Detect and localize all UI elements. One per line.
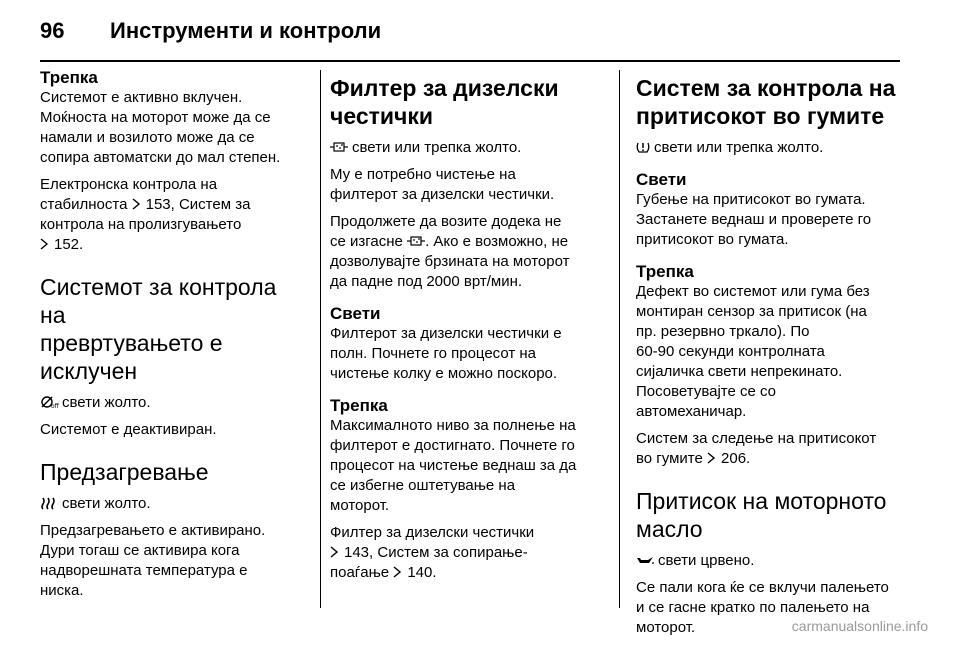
- text-line: свети жолто.: [62, 495, 151, 512]
- text-line: свети или трепка жолто.: [654, 139, 824, 156]
- column-3: [636, 68, 906, 645]
- reference-arrow-icon: [393, 563, 407, 583]
- heading-line: масло: [636, 516, 703, 542]
- text-line: Филтерот за дизелски честички е: [330, 325, 562, 342]
- glow-plug-icon: [40, 496, 58, 510]
- text-line: монтиран сензор за притисок (на: [636, 303, 867, 320]
- heading-line: Притисок на моторното: [636, 488, 887, 514]
- text-line: намали и возилото може да се: [40, 129, 255, 146]
- paragraph: [40, 420, 308, 440]
- text-line: Предзагревањето е активирано.: [40, 522, 266, 539]
- header-rule: [40, 60, 900, 62]
- text-line: ниска.: [40, 582, 84, 599]
- paragraph: [330, 165, 607, 205]
- text-line: сијаличка свети непрекинато.: [636, 363, 843, 380]
- text-line: Системот е деактивиран.: [40, 421, 217, 438]
- paragraph: [330, 138, 607, 158]
- text-line: сопира автоматски до мал степен.: [40, 149, 281, 166]
- text-line: во гумите: [636, 450, 703, 467]
- diesel-particulate-filter-icon: [407, 234, 425, 248]
- reference-arrow-icon: [330, 543, 344, 563]
- text-line: Продолжете да возите додека не: [330, 213, 562, 230]
- text-line: притисокот во гумата.: [636, 231, 789, 248]
- paragraph: [636, 138, 906, 158]
- paragraph: [330, 212, 607, 292]
- paragraph: [330, 523, 607, 583]
- page-reference[interactable]: 143, Систем за сопирање-: [344, 544, 528, 561]
- heading-oil-pressure: [636, 487, 906, 543]
- text-line: Дури тогаш се активира кога: [40, 542, 240, 559]
- column-1: [40, 68, 308, 608]
- paragraph: [636, 190, 906, 250]
- paragraph: [40, 175, 308, 255]
- paragraph: [330, 416, 607, 516]
- text-line: стабилноста: [40, 196, 128, 213]
- rollover-off-icon: [40, 395, 58, 409]
- text-line: надворешната температура е: [40, 562, 248, 579]
- paragraph: [40, 88, 308, 168]
- page-reference[interactable]: 206.: [721, 450, 751, 467]
- text-line: свети црвено.: [658, 552, 755, 569]
- text-line: Посоветувајте се со: [636, 383, 777, 400]
- paragraph: [40, 521, 308, 601]
- text-line: контрола на пролизгувањето: [40, 216, 242, 233]
- heading-line: превртувањето е: [40, 330, 223, 356]
- heading-line: Системот за контрола на: [40, 274, 277, 328]
- oil-can-icon: [636, 553, 654, 567]
- paragraph: [636, 551, 906, 571]
- page-number: 96: [40, 18, 65, 43]
- text-line: свети или трепка жолто.: [352, 139, 522, 156]
- text-line: се избегне оштетување на: [330, 477, 516, 494]
- text-line: автомеханичар.: [636, 403, 747, 420]
- heading-diesel-filter: [330, 74, 607, 130]
- text-line: свети жолто.: [62, 394, 151, 411]
- subheading-blinking: Трепка: [330, 396, 388, 415]
- text-line: 60-90 секунди контролната: [636, 343, 825, 360]
- text-line: дозволувајте брзината на моторот: [330, 253, 570, 270]
- text-line: филтерот е достигнато. Почнете го: [330, 437, 575, 454]
- paragraph: [330, 324, 607, 384]
- text-line: процесот на чистење веднаш за да: [330, 457, 577, 474]
- text-line: моторот.: [636, 619, 696, 636]
- heading-line: притисокот во гумите: [636, 103, 885, 129]
- text-line: Се пали кога ќе се вклучи палењето: [636, 579, 889, 596]
- text-line: Му е потребно чистење на: [330, 166, 516, 183]
- heading-line: честички: [330, 103, 434, 129]
- heading-preheating: Предзагревање: [40, 459, 209, 485]
- text-line: поаѓање: [330, 564, 390, 581]
- text-line: . Ако е возможно, не: [425, 233, 569, 250]
- text-line: моторот.: [330, 497, 390, 514]
- reference-arrow-icon: [40, 235, 54, 255]
- text-line: пр. резервно тркало). По: [636, 323, 810, 340]
- text-line: полн. Почнете го процесот на: [330, 345, 537, 362]
- text-line: Електронска контрола на: [40, 176, 218, 193]
- heading-line: исклучен: [40, 358, 138, 384]
- paragraph: [636, 429, 906, 469]
- tire-pressure-icon: [636, 140, 650, 154]
- text-line: и се гасне кратко по палењето на: [636, 599, 870, 616]
- watermark: carmanualsonline.info: [791, 618, 928, 634]
- heading-tire-pressure: [636, 74, 906, 130]
- text-line: Системот е активно вклучен.: [40, 89, 243, 106]
- text-line: филтерот за дизелски честички.: [330, 186, 555, 203]
- text-line: Губење на притисокот во гумата.: [636, 191, 866, 208]
- column-2: [330, 68, 607, 590]
- page-reference[interactable]: 153, Систем за: [145, 196, 251, 213]
- svg-text:off: off: [51, 403, 59, 410]
- text-line: Систем за следење на притисокот: [636, 430, 877, 447]
- paragraph: [40, 494, 308, 514]
- text-line: Дефект во системот или гума без: [636, 283, 870, 300]
- heading-rollover-off: [40, 273, 308, 385]
- text-line: Максималното ниво за полнење на: [330, 417, 576, 434]
- paragraph: [636, 282, 906, 422]
- reference-arrow-icon: [707, 449, 721, 469]
- text-line: Моќноста на моторот може да се: [40, 109, 271, 126]
- page-reference[interactable]: 140.: [407, 564, 437, 581]
- paragraph: [40, 393, 308, 413]
- text-line: се изгасне: [330, 233, 403, 250]
- page-header: [40, 18, 381, 44]
- subheading-blinking: Трепка: [40, 68, 98, 87]
- page-reference[interactable]: 152.: [54, 236, 84, 253]
- reference-arrow-icon: [132, 195, 146, 215]
- text-line: чистење колку е можно поскоро.: [330, 365, 558, 382]
- heading-line: Филтер за дизелски: [330, 75, 559, 101]
- diesel-particulate-filter-icon: [330, 140, 348, 154]
- page-title: Инструменти и контроли: [110, 18, 382, 43]
- subheading-lit: Свети: [330, 304, 381, 323]
- column-divider: [619, 70, 620, 608]
- text-line: да падне под 2000 врт/мин.: [330, 273, 523, 290]
- column-divider: [320, 70, 321, 608]
- text-line: Застанете веднаш и проверете го: [636, 211, 872, 228]
- subheading-lit: Свети: [636, 170, 687, 189]
- text-line: Филтер за дизелски честички: [330, 524, 535, 541]
- subheading-blinking: Трепка: [636, 262, 694, 281]
- heading-line: Систем за контрола на: [636, 75, 896, 101]
